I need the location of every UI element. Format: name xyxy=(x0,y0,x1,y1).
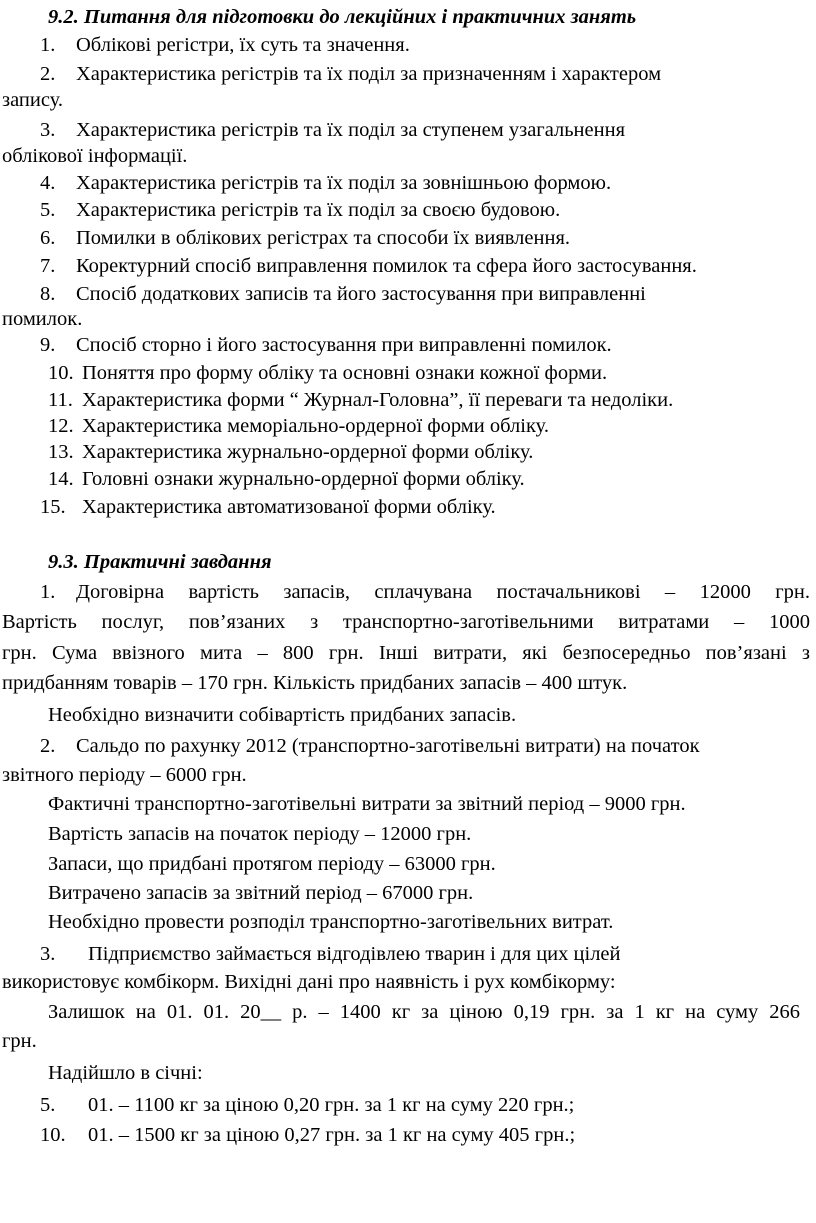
receipt-day: 10. xyxy=(40,1124,66,1146)
list-item-number: 13. xyxy=(48,441,74,463)
list-item-number: 6. xyxy=(40,227,56,249)
task-text: Договірна вартість запасів, сплачувана постачальникові – 12000 грн. xyxy=(76,581,810,603)
section-heading: 9.2. Питання для підготовки до лекційних і практичних занять xyxy=(48,6,637,28)
task-text: Підприємство займається відгодівлею тварин і для цих цілей xyxy=(88,943,621,965)
list-item-continuation: облікової інформації. xyxy=(2,145,188,167)
task-question: Необхідно визначити собівартість придбаних запасів. xyxy=(48,704,517,726)
task-fact: Витрачено запасів за звітний період – 67000 грн. xyxy=(48,882,474,904)
list-item: Спосіб додаткових записів та його застосування при виправленні xyxy=(76,283,646,305)
list-item: Коректурний спосіб виправлення помилок та сфера його застосування. xyxy=(76,255,697,277)
list-item: Спосіб сторно і його застосування при виправленні помилок. xyxy=(76,334,612,356)
received-label: Надійшло в січні: xyxy=(48,1062,203,1084)
list-item-number: 9. xyxy=(40,334,56,356)
list-item: Характеристика регістрів та їх поділ за призначенням і характером xyxy=(76,63,662,85)
list-item-continuation: запису. xyxy=(2,89,64,111)
list-item: Характеристика журнально-ордерної форми обліку. xyxy=(82,441,534,463)
task-balance-continuation: грн. xyxy=(2,1030,37,1052)
list-item-number: 10. xyxy=(48,362,74,384)
list-item: Характеристика автоматизованої форми обліку. xyxy=(82,496,496,518)
receipt-entry: 01. – 1500 кг за ціною 0,27 грн. за 1 кг на суму 405 грн.; xyxy=(88,1124,576,1146)
list-item: Характеристика форми “ Журнал-Головна”, її переваги та недоліки. xyxy=(82,389,674,411)
list-item-number: 14. xyxy=(48,468,74,490)
receipt-day: 5. xyxy=(40,1094,56,1116)
task-fact: Вартість запасів на початок періоду – 12000 грн. xyxy=(48,823,472,845)
task-text: використовує комбікорм. Вихідні дані про наявність і рух комбікорму: xyxy=(2,971,616,993)
list-item: Характеристика регістрів та їх поділ за зовнішньою формою. xyxy=(76,172,612,194)
list-item-number: 1. xyxy=(40,34,56,56)
task-text: звітного періоду – 6000 грн. xyxy=(2,764,247,786)
list-item-continuation: помилок. xyxy=(2,308,83,330)
task-balance: Залишок на 01. 01. 20__ р. – 1400 кг за ціною 0,19 грн. за 1 кг на суму 266 xyxy=(48,1001,800,1023)
list-item-number: 4. xyxy=(40,172,56,194)
list-item: Характеристика меморіально-ордерної форми обліку. xyxy=(82,415,549,437)
task-text: грн. Сума ввізного мита – 800 грн. Інші витрати, які безпосередньо пов’язані з xyxy=(2,642,810,664)
list-item-number: 5. xyxy=(40,199,56,221)
list-item: Характеристика регістрів та їх поділ за своєю будовою. xyxy=(76,199,561,221)
task-number: 3. xyxy=(40,943,56,965)
list-item-number: 2. xyxy=(40,63,56,85)
section-heading: 9.3. Практичні завдання xyxy=(48,551,272,573)
task-number: 1. xyxy=(40,581,56,603)
task-text: Сальдо по рахунку 2012 (транспортно-заготівельні витрати) на початок xyxy=(76,735,700,757)
list-item-number: 11. xyxy=(48,389,73,411)
task-text: Вартість послуг, пов’язаних з транспортно-заготівельними витратами – 1000 xyxy=(2,611,810,633)
list-item-number: 7. xyxy=(40,255,56,277)
list-item: Характеристика регістрів та їх поділ за ступенем узагальнення xyxy=(76,119,625,141)
list-item: Головні ознаки журнально-ордерної форми обліку. xyxy=(82,468,525,490)
list-item: Помилки в облікових регістрах та способи їх виявлення. xyxy=(76,227,570,249)
list-item-number: 12. xyxy=(48,415,74,437)
list-item-number: 3. xyxy=(40,119,56,141)
task-question: Необхідно провести розподіл транспортно-заготівельних витрат. xyxy=(48,911,614,933)
receipt-entry: 01. – 1100 кг за ціною 0,20 грн. за 1 кг на суму 220 грн.; xyxy=(88,1094,575,1116)
list-item-number: 8. xyxy=(40,283,56,305)
task-fact: Фактичні транспортно-заготівельні витрати за звітний період – 9000 грн. xyxy=(48,793,686,815)
task-number: 2. xyxy=(40,735,56,757)
task-fact: Запаси, що придбані протягом періоду – 63000 грн. xyxy=(48,853,496,875)
list-item: Поняття про форму обліку та основні ознаки кожної форми. xyxy=(82,362,608,384)
list-item-number: 15. xyxy=(40,496,66,518)
task-text: придбанням товарів – 170 грн. Кількість придбаних запасів – 400 штук. xyxy=(2,672,628,694)
list-item: Облікові регістри, їх суть та значення. xyxy=(76,34,410,56)
